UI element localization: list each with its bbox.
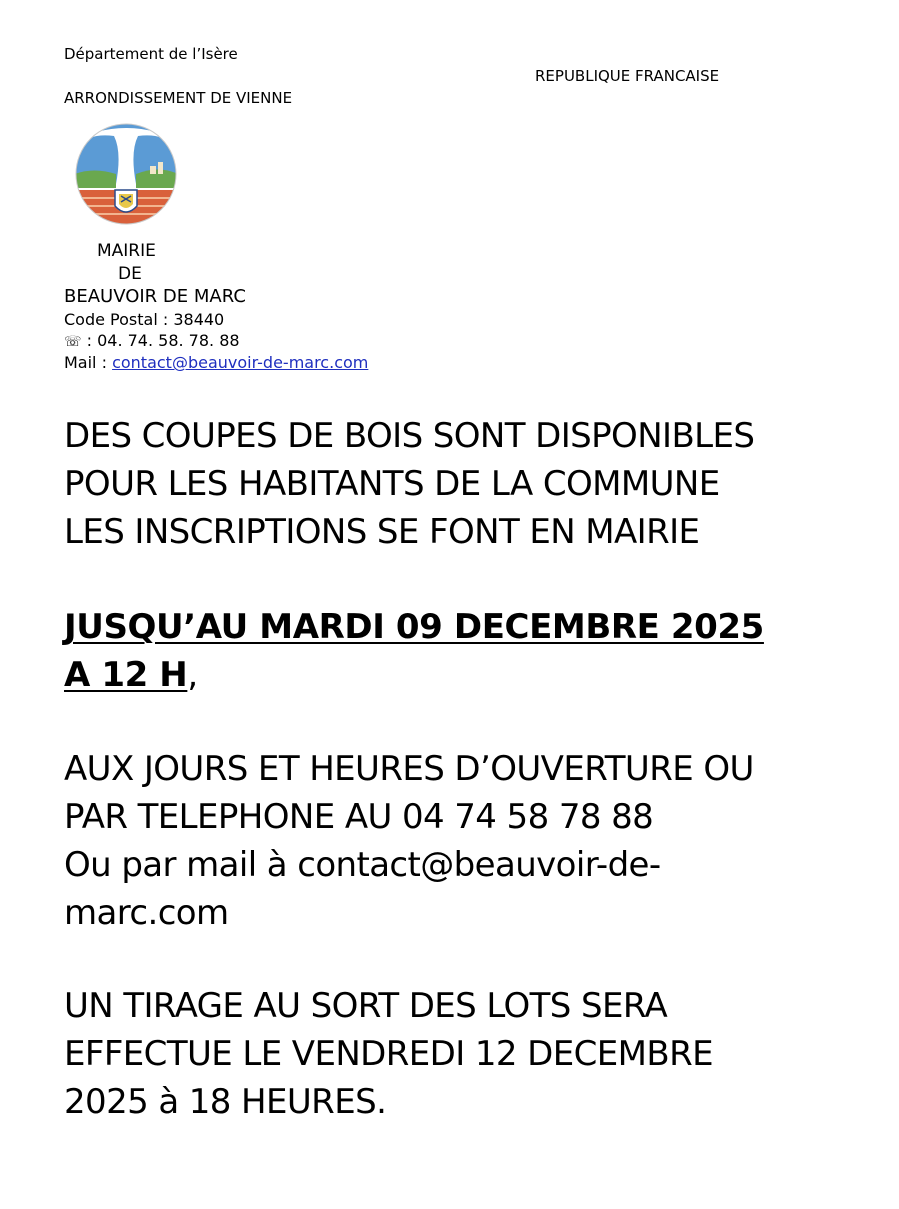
mail-link[interactable]: contact@beauvoir-de-marc.com — [112, 353, 369, 372]
mairie-line: MAIRIE — [97, 241, 156, 261]
draw-line-3: 2025 à 18 HEURES. — [64, 1082, 387, 1122]
draw-line-2: EFFECTUE LE VENDREDI 12 DECEMBRE — [64, 1034, 713, 1074]
contact-line-3: Ou par mail à contact@beauvoir-de- — [64, 845, 661, 885]
deadline-comma: , — [187, 655, 198, 695]
deadline-hour: A 12 H — [64, 655, 188, 695]
intro-line-1: DES COUPES DE BOIS SONT DISPONIBLES — [64, 416, 755, 456]
arrondissement-label: ARRONDISSEMENT DE VIENNE — [64, 89, 293, 107]
intro-line-2: POUR LES HABITANTS DE LA COMMUNE — [64, 464, 720, 504]
contact-line-2: PAR TELEPHONE AU 04 74 58 78 88 — [64, 797, 654, 837]
phone-number: : 04. 74. 58. 78. 88 — [81, 331, 240, 350]
deadline-date: JUSQU’AU MARDI 09 DECEMBRE 2025 — [64, 607, 764, 647]
mail-line — [64, 354, 368, 372]
telephone-icon: ☏ — [64, 334, 82, 350]
republic-label: REPUBLIQUE FRANCAISE — [535, 67, 720, 85]
draw-line-1: UN TIRAGE AU SORT DES LOTS SERA — [64, 986, 668, 1026]
intro-line-3: LES INSCRIPTIONS SE FONT EN MAIRIE — [64, 512, 700, 552]
deadline-line-2 — [64, 652, 198, 699]
commune-coat-of-arms-logo — [66, 122, 186, 226]
mairie-de-line: DE — [118, 264, 142, 284]
contact-line-4: marc.com — [64, 893, 229, 933]
phone-line — [64, 332, 240, 351]
commune-name: BEAUVOIR DE MARC — [64, 286, 246, 307]
mail-label: Mail : — [64, 353, 113, 372]
deadline-line-1 — [64, 604, 764, 651]
postal-code: Code Postal : 38440 — [64, 310, 225, 329]
department-label: Département de l’Isère — [64, 45, 238, 63]
contact-line-1: AUX JOURS ET HEURES D’OUVERTURE OU — [64, 749, 754, 789]
